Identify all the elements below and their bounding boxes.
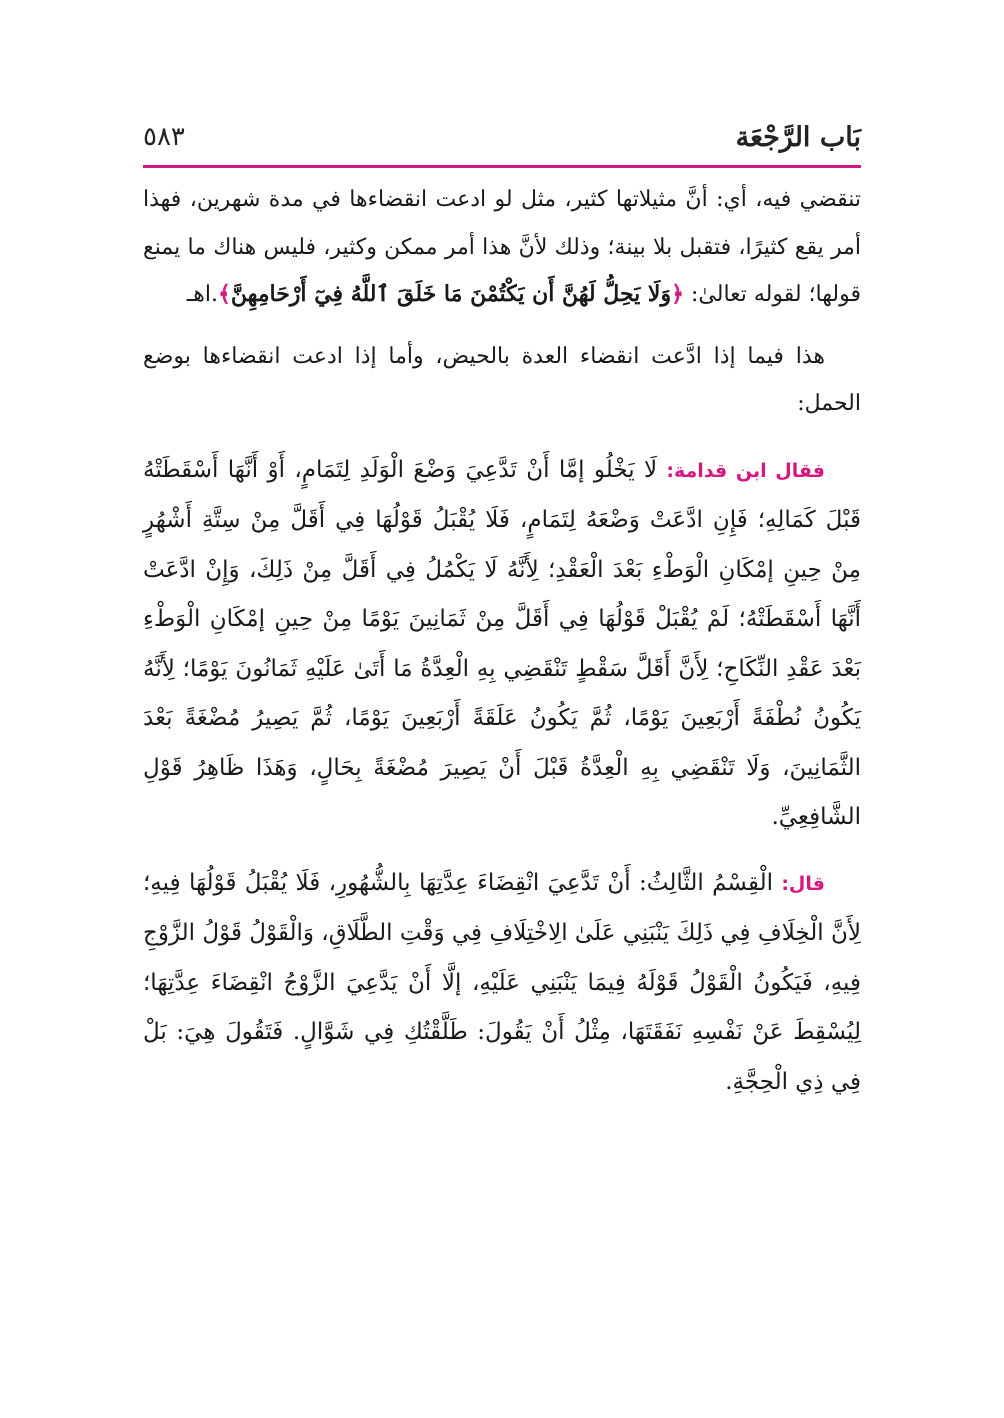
paragraph-1-end: .اهـ <box>186 282 218 307</box>
quote-lead-qala: قال: <box>781 872 825 895</box>
paragraph-2: هذا فيما إذا ادَّعت انقضاء العدة بالحيض، وأما إذا ادعت انقضاءها بوضع الحمل: <box>143 343 861 416</box>
paragraph-1 <box>143 176 861 319</box>
quran-bracket-open: ﴿ <box>671 281 684 307</box>
chapter-title: بَاب الرَّجْعَة <box>735 122 861 153</box>
paragraph-4 <box>143 859 861 1108</box>
quran-bracket-close: ﴾ <box>217 281 231 307</box>
quote-lead-ibn-qudama: فقال ابن قدامة: <box>666 459 825 482</box>
paragraph-1-text: تنقضي فيه، أي: أنَّ مثيلاتها كثير، مثل لو ادعت انقضاءها في مدة شهرين، فهذا أمر يقع كثيرًا، فتقبل بلا بينة؛ وذلك لأنَّ هذا أمر ممكن وكثير، فليس هناك ما يمنع قولها؛ لقوله تعالىٰ: <box>143 187 861 307</box>
paragraph-4-text: الْقِسْمُ الثَّالِثُ: أَنْ تَدَّعِيَ انْقِضَاءَ عِدَّتِهَا بِالشُّهُورِ، فَلَا يُقْبَلُ قَوْلُهَا فِيهِ؛ لِأَنَّ الْخِلَافِ فِي ذَلِكَ يَنْبَنِي عَلَىٰ الِاخْتِلَافِ فِي وَقْتِ الطَّلَاقِ، وَالْقَوْلُ قَوْلُ الزَّوْجِ فِيهِ، فَيَكُونُ الْقَوْلُ قَوْلَهُ فِيمَا يَنْبَنِي عَلَيْهِ، إلَّا أَنْ يَدَّعِيَ الزَّوْجُ انْقِضَاءَ عِدَّتِهَا؛ لِيُسْقِطَ عَنْ نَفْسِهِ نَفَقَتَهَا، مِثْلُ أَنْ يَقُولَ: طَلَّقْتُكِ فِي شَوَّالٍ. فَتَقُولَ هِيَ: بَلْ فِي ذِي الْحِجَّةِ. <box>143 869 861 1095</box>
paragraph-3-text: لَا يَخْلُو إمَّا أَنْ تَدَّعِيَ وَضْعَ الْوَلَدِ لِتَمَامٍ، أَوْ أَنَّهَا أَسْقَطَتْهُ قَبْلَ كَمَالِهِ؛ فَإِنِ ادَّعَتْ وَضْعَهُ لِتَمَامٍ، فَلَا يُقْبَلُ قَوْلُهَا فِي أَقَلَّ مِنْ سِتَّةِ أَشْهُرٍ مِنْ حِينِ إمْكَانِ الْوَطْءِ بَعْدَ الْعَقْدِ؛ لِأَنَّهُ لَا يَكْمُلُ فِي أَقَلَّ مِنْ ذَلِكَ، وَإِنْ ادَّعَتْ أَنَّهَا أَسْقَطَتْهُ؛ لَمْ يُقْبَلْ قَوْلُهَا فِي أَقَلَّ مِنْ ثَمَانِينَ يَوْمًا مِنْ حِينِ إمْكَانِ الْوَطْءِ بَعْدَ عَقْدِ النِّكَاحِ؛ لِأَنَّ أَقَلَّ سَقْطٍ تَنْقَضِي بِهِ الْعِدَّةُ مَا أَتَىٰ عَلَيْهِ ثَمَانُونَ يَوْمًا؛ لِأَنَّهُ يَكُونُ نُطْفَةً أَرْبَعِينَ يَوْمًا، ثُمَّ يَكُونُ عَلَقَةً أَرْبَعِينَ يَوْمًا، ثُمَّ يَصِيرُ مُضْغَةً بَعْدَ الثَّمَانِينَ، وَلَا تَنْقَضِي بِهِ الْعِدَّةُ قَبْلَ أَنْ يَصِيرَ مُضْغَةً بِحَالٍ، وَهَذَا ظَاهِرُ قَوْلِ الشَّافِعِيِّ. <box>143 456 861 830</box>
header-divider <box>143 165 861 168</box>
quran-verse: وَلَا يَحِلُّ لَهُنَّ أَن يَكْتُمْنَ مَا خَلَقَ ٱللَّهُ فِيٓ أَرْحَامِهِنَّ <box>230 281 672 307</box>
page-body <box>143 176 861 1107</box>
page-header <box>143 112 861 164</box>
paragraph-3 <box>143 446 861 843</box>
page-number: ٥٨٣ <box>143 122 185 152</box>
